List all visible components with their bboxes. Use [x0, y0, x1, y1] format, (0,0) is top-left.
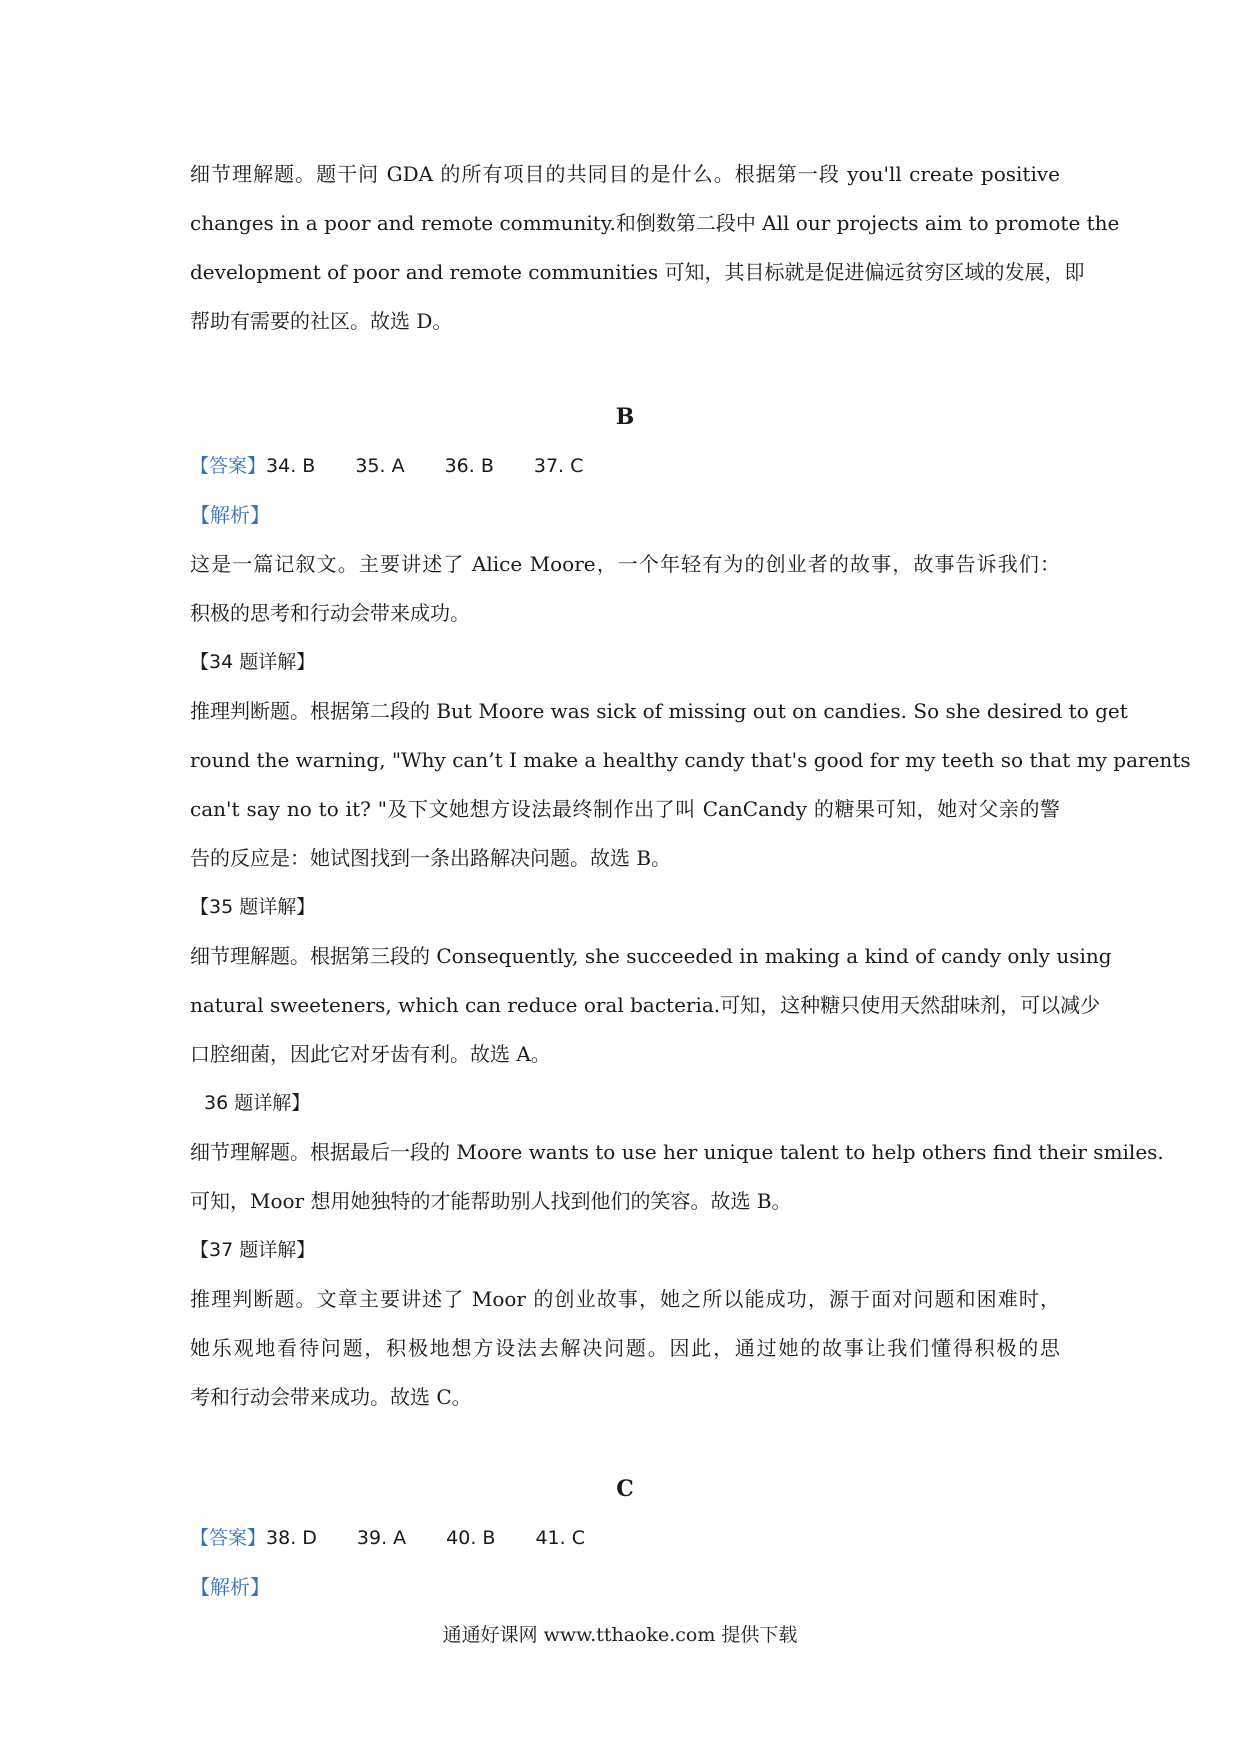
- section-b-analysis-tag: [190, 491, 1060, 540]
- analysis-tag: 【解析】: [190, 503, 270, 527]
- answer-item: 37. C: [533, 455, 584, 477]
- answer-item: 34. B: [266, 455, 316, 477]
- q35-line: natural sweeteners, which can reduce oral bacteria.可知，这种糖只使用天然甜味剂，可以减少: [190, 993, 1101, 1017]
- answer-item: 38. D: [266, 1527, 317, 1549]
- answer-tag: 【答案】: [190, 455, 267, 477]
- q37-line: 考和行动会带来成功。故选 C。: [190, 1385, 472, 1409]
- spacer: [190, 1422, 1060, 1465]
- summary-line: 这是一篇记叙文。主要讲述了 Alice Moore，一个年轻有为的创业者的故事，故事告诉我们：: [190, 552, 1060, 576]
- answer-tag: 【答案】: [190, 1527, 267, 1549]
- q34-line: 告的反应是：她试图找到一条出路解决问题。故选 B。: [190, 846, 672, 870]
- q34-line: can't say no to it? "及下文她想方设法最终制作出了叫 CanCandy 的糖果可知，她对父亲的警: [190, 797, 1060, 821]
- section-c-analysis-tag: [190, 1563, 1060, 1612]
- answer-item: 40. B: [446, 1527, 496, 1549]
- q37-line: 她乐观地看待问题，积极地想方设法去解决问题。因此，通过她的故事让我们懂得积极的思: [190, 1336, 1060, 1360]
- q35-title: 【35 题详解】: [190, 896, 316, 918]
- q34-title: 【34 题详解】: [190, 651, 316, 673]
- intro-line: changes in a poor and remote community.和倒数第二段中 All our projects aim to promote the: [190, 211, 1120, 235]
- page-footer: 通通好课网 www.tthaoke.com 提供下载: [442, 1624, 798, 1646]
- q37-title: 【37 题详解】: [190, 1239, 316, 1261]
- answer-item: 36. B: [444, 455, 494, 477]
- q34-line: 推理判断题。根据第二段的 But Moore was sick of missing out on candies. So she desired to get: [190, 699, 1128, 723]
- q35-line: 细节理解题。根据第三段的 Consequently, she succeeded in making a kind of candy only using: [190, 944, 1112, 968]
- section-c-answer-row: [190, 1514, 1060, 1563]
- summary-line: 积极的思考和行动会带来成功。: [190, 601, 470, 625]
- intro-line: 帮助有需要的社区。故选 D。: [190, 309, 453, 333]
- section-b-heading: B: [615, 404, 635, 430]
- answer-item: 41. C: [535, 1527, 585, 1549]
- q36-title: 36 题详解】: [204, 1092, 311, 1114]
- page-content: [190, 150, 1191, 1612]
- spacer: [190, 346, 1060, 393]
- analysis-tag: 【解析】: [190, 1575, 270, 1599]
- q36-line: 可知，Moor 想用她独特的才能帮助别人找到他们的笑容。故选 B。: [190, 1189, 792, 1213]
- intro-line: development of poor and remote communities 可知，其目标就是促进偏远贫穷区域的发展，即: [190, 260, 1085, 284]
- answer-item: 39. A: [356, 1527, 407, 1549]
- q35-line: 口腔细菌，因此它对牙齿有利。故选 A。: [190, 1042, 551, 1066]
- intro-line: 细节理解题。题干问 GDA 的所有项目的共同目的是什么。根据第一段 you'll create positive: [190, 162, 1060, 186]
- q36-line: 细节理解题。根据最后一段的 Moore wants to use her unique talent to help others find their smiles.: [190, 1140, 1164, 1164]
- section-b-answer-row: [190, 442, 1060, 491]
- intro-paragraph: [190, 150, 1120, 346]
- q37-line: 推理判断题。文章主要讲述了 Moor 的创业故事，她之所以能成功，源于面对问题和困难时，: [190, 1287, 1060, 1311]
- q34-line: round the warning, "Why can’t I make a healthy candy that's good for my teeth so that my parents: [190, 748, 1191, 772]
- answer-item: 35. A: [355, 455, 405, 477]
- section-c-heading: C: [616, 1476, 634, 1502]
